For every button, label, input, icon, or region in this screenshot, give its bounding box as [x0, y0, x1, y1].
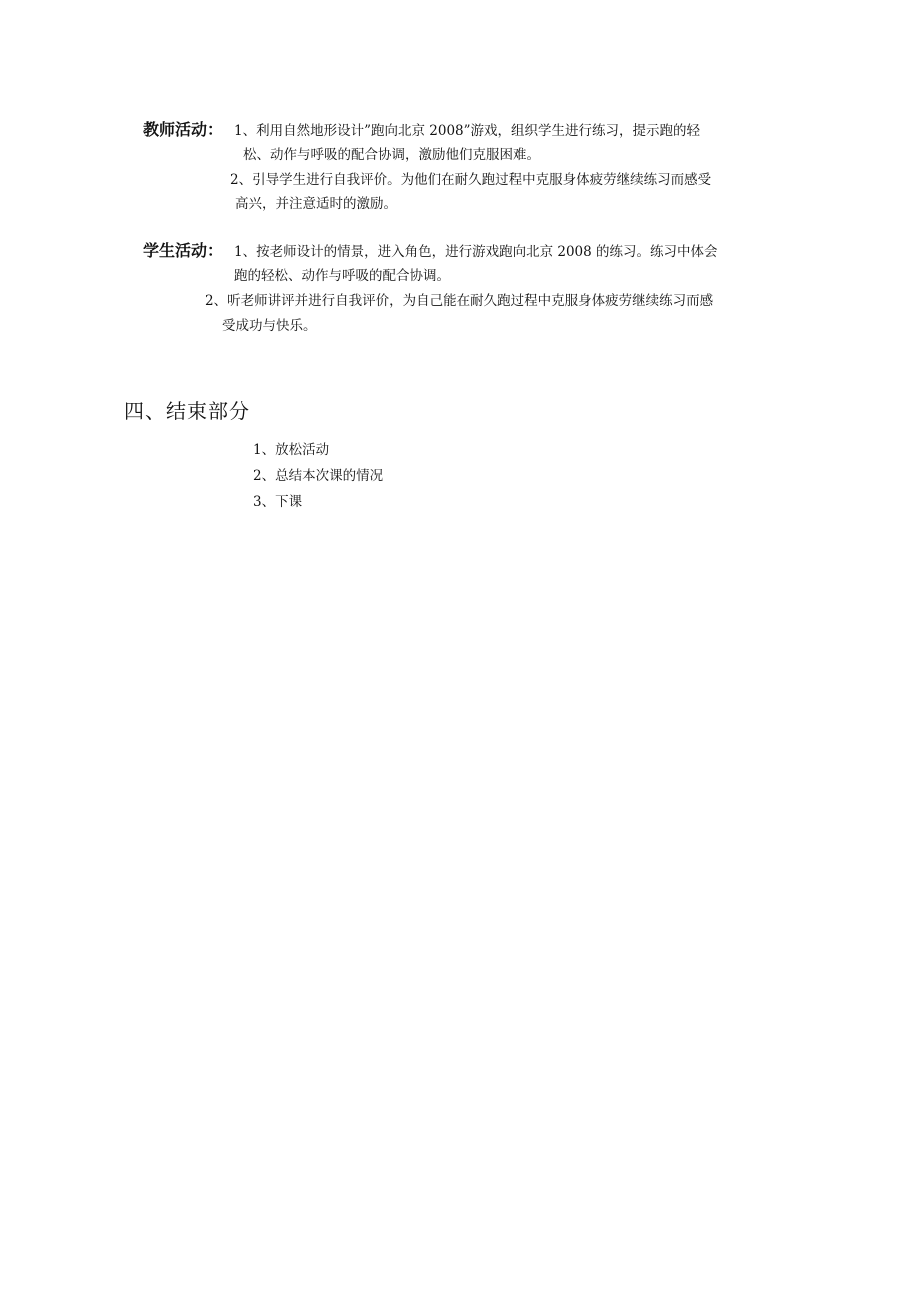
ending-list-item-1: 1、放松活动: [253, 442, 330, 458]
student-item-2-line-2: 受成功与快乐。: [222, 318, 317, 334]
student-item-1-line-1: 1、按老师设计的情景，进入角色，进行游戏跑向北京 2008 的练习。练习中体会: [234, 244, 718, 260]
student-item-1-line-2: 跑的轻松、动作与呼吸的配合协调。: [234, 268, 450, 284]
teacher-item-2-line-1: 2、引导学生进行自我评价。为他们在耐久跑过程中克服身体疲劳继续练习而感受: [230, 172, 712, 188]
ending-list-item-3: 3、下课: [253, 494, 303, 510]
teacher-item-1-line-2: 松、动作与呼吸的配合协调，激励他们克服困难。: [243, 147, 540, 163]
teacher-item-2-line-2: 高兴，并注意适时的激励。: [235, 196, 397, 212]
teacher-item-1-line-1: 1、利用自然地形设计”跑向北京 2008”游戏，组织学生进行练习，提示跑的轻: [234, 123, 701, 139]
teacher-activity-label: 教师活动：: [143, 120, 224, 139]
student-activity-label: 学生活动：: [143, 241, 224, 260]
section-heading-ending: 四、结束部分: [124, 399, 250, 423]
student-item-2-line-1: 2、听老师讲评并进行自我评价，为自己能在耐久跑过程中克服身体疲劳继续练习而感: [205, 293, 714, 309]
ending-list-item-2: 2、总结本次课的情况: [253, 468, 384, 484]
